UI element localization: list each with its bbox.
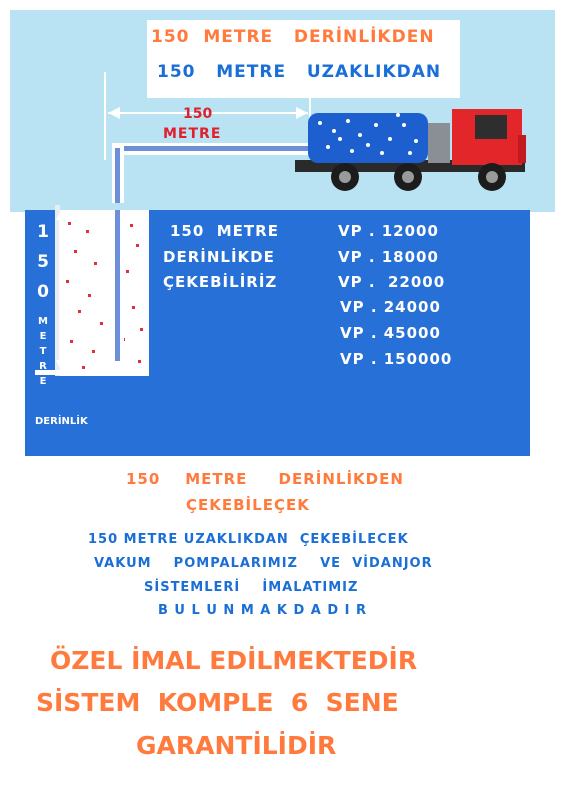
truck-window — [475, 115, 507, 139]
depth-letter-m: M — [38, 316, 48, 327]
depth-word: DERİNLİK — [35, 416, 88, 427]
promo-desc-3: SİSTEMLERİ İMALATIMIZ — [144, 580, 359, 595]
promo-line-2: ÇEKEBİLEÇEK — [186, 496, 310, 514]
depth-digit-3: 0 — [37, 282, 49, 302]
depth-letter-t: T — [39, 346, 47, 357]
truck-grill — [518, 135, 526, 163]
model-item: VP . 150000 — [340, 350, 453, 368]
depth-digit-1: 1 — [37, 222, 49, 242]
well-shaft — [60, 210, 149, 376]
truck-pump-box — [428, 123, 450, 163]
capability-line-3: ÇEKEBİLİRİZ — [163, 273, 278, 291]
header-line-depth: 150 METRE DERİNLİKDEN — [151, 27, 435, 47]
distance-value: 150 — [183, 106, 213, 122]
guarantee-line-1: ÖZEL İMAL EDİLMEKTEDİR — [50, 646, 418, 675]
depth-digit-2: 5 — [37, 252, 49, 272]
model-item: VP . 24000 — [340, 298, 441, 316]
truck-tank — [308, 113, 428, 163]
distance-unit: METRE — [163, 126, 222, 142]
vacuum-truck — [290, 95, 540, 205]
model-item: VP . 22000 — [338, 273, 446, 291]
depth-letter-e: E — [39, 331, 47, 342]
depth-letter-e2: E — [39, 376, 47, 387]
guarantee-line-2: SİSTEM KOMPLE 6 SENE — [36, 688, 399, 717]
capability-line-2: DERİNLİKDE — [163, 248, 275, 266]
depth-letter-r: R — [39, 361, 47, 372]
distance-arrow-head-left — [108, 107, 120, 119]
capability-line-1: 150 METRE — [170, 222, 279, 240]
model-item: VP . 18000 — [338, 248, 439, 266]
promo-desc-1: 150 METRE UZAKLIKDAN ÇEKEBİLECEK — [88, 532, 409, 547]
guarantee-line-3: GARANTİLİDİR — [136, 731, 337, 760]
promo-desc-4: B U L U N M A K D A D I R — [158, 603, 368, 618]
model-item: VP . 45000 — [340, 324, 441, 342]
hose-horizontal-inner — [118, 146, 312, 151]
promo-line-1: 150 METRE DERİNLİKDEN — [126, 470, 404, 488]
header-line-distance: 150 METRE UZAKLIKDAN — [157, 62, 442, 82]
depth-arrow — [55, 210, 65, 370]
ground-strip — [25, 203, 530, 210]
promo-desc-2: VAKUM POMPALARIMIZ VE VİDANJOR — [94, 556, 433, 571]
well-hose — [108, 210, 128, 372]
model-item: VP . 12000 — [338, 222, 439, 240]
well-soil-dots — [60, 210, 149, 376]
